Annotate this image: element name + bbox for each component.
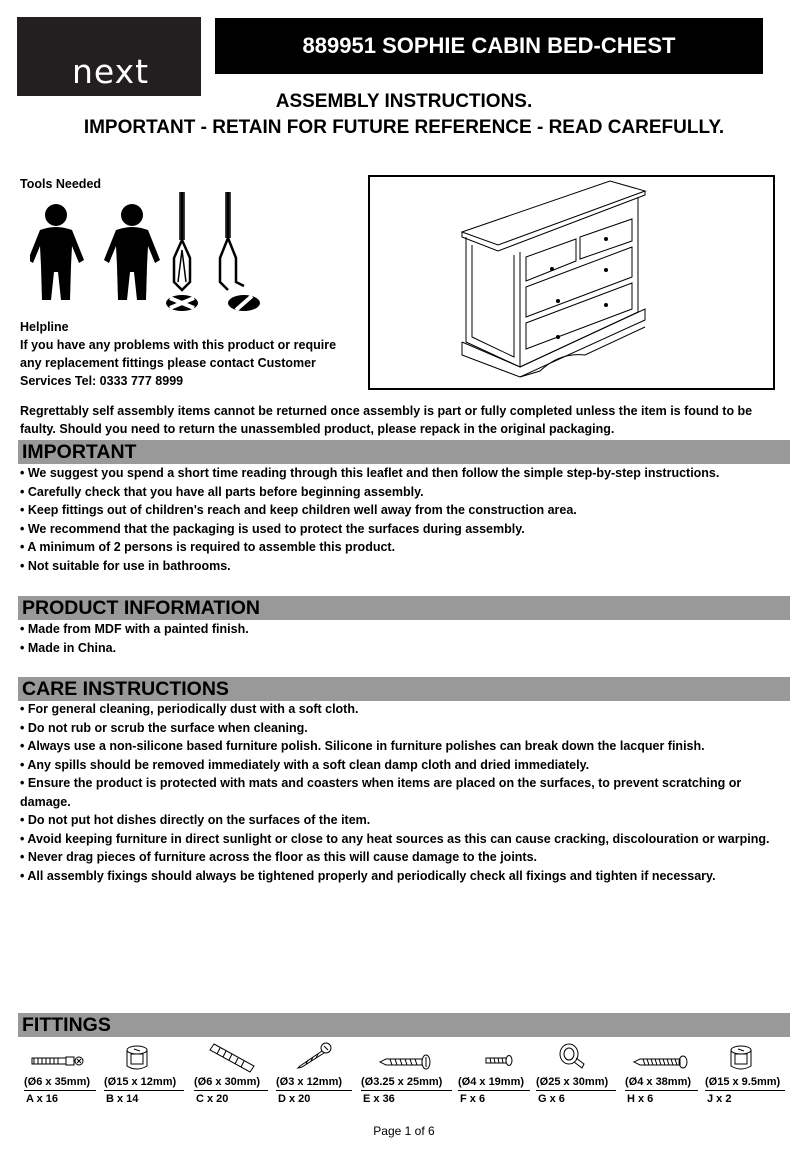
fitting-divider	[24, 1090, 96, 1091]
fitting-divider	[458, 1090, 530, 1091]
product-title: 889951 SOPHIE CABIN BED-CHEST	[215, 18, 763, 74]
important-list	[20, 464, 795, 575]
list-item: • We suggest you spend a short time reading through this leaflet and then follow the simple step-by-step instructions.	[20, 466, 720, 480]
fitting-size: (Ø25 x 30mm)	[536, 1076, 609, 1088]
chest-of-drawers-illustration	[370, 177, 773, 388]
screw-icon	[378, 1040, 434, 1074]
long-screw-icon	[632, 1040, 690, 1074]
cam-lock-icon	[726, 1040, 756, 1074]
flat-tip-icon	[228, 295, 260, 311]
care-instructions-heading: CARE INSTRUCTIONS	[18, 677, 790, 701]
page-number: Page 1 of 6	[373, 1124, 435, 1138]
list-item: • Any spills should be removed immediately with a soft clean damp cloth and dried immediately.	[20, 757, 590, 772]
fitting-divider	[705, 1090, 785, 1091]
person-icon	[104, 204, 160, 300]
fitting-size: (Ø15 x 9.5mm)	[705, 1076, 781, 1088]
important-heading: IMPORTANT	[18, 440, 790, 464]
list-item: • Ensure the product is protected with mats and coasters when items are placed on the surfaces, to prevent scratching or damage.	[20, 776, 742, 809]
tools-illustration	[30, 190, 275, 315]
helpline-block	[20, 318, 360, 390]
fitting-quantity: G x 6	[538, 1093, 565, 1105]
list-item: • We recommend that the packaging is used to protect the surfaces during assembly.	[20, 521, 525, 536]
care-instructions-list	[20, 700, 795, 885]
fitting-quantity: H x 6	[627, 1093, 654, 1105]
wooden-dowel-icon	[208, 1040, 260, 1074]
cam-lock-icon	[122, 1040, 152, 1074]
fitting-divider	[536, 1090, 616, 1091]
fitting-size: (Ø3 x 12mm)	[276, 1076, 343, 1088]
list-item: • Made from MDF with a painted finish.	[20, 622, 249, 636]
helpline-phone: Services Tel: 0333 777 8999	[20, 374, 184, 388]
short-screw-icon	[294, 1040, 334, 1074]
phillips-tip-icon	[166, 295, 198, 311]
fitting-divider	[194, 1090, 268, 1091]
list-item: • Never drag pieces of furniture across the floor as this will cause damage to the joints.	[20, 850, 538, 864]
list-item: • Do not rub or scrub the surface when cleaning.	[20, 720, 308, 735]
small-screw-icon	[482, 1040, 518, 1074]
product-information-heading: PRODUCT INFORMATION	[18, 596, 790, 620]
fitting-quantity: J x 2	[707, 1093, 732, 1105]
list-item: • Made in China.	[20, 640, 117, 655]
product-image-frame	[368, 175, 775, 390]
knob-icon	[556, 1040, 590, 1074]
person-icon	[30, 204, 84, 300]
fitting-quantity: F x 6	[460, 1093, 486, 1105]
list-item: • For general cleaning, periodically dust with a soft cloth.	[20, 702, 359, 716]
heading-important-retain: IMPORTANT - RETAIN FOR FUTURE REFERENCE - READ CAREFULLY.	[83, 117, 725, 138]
fitting-divider	[104, 1090, 184, 1091]
logo-text: next	[72, 52, 150, 91]
list-item: • Always use a non-silicone based furniture polish. Silicone in furniture polishes can break down the lacquer finish.	[20, 739, 705, 753]
phillips-screwdriver-icon	[174, 192, 190, 290]
fitting-size: (Ø6 x 30mm)	[194, 1076, 261, 1088]
list-item: • A minimum of 2 persons is required to assemble this product.	[20, 540, 396, 554]
product-information-list	[20, 620, 795, 657]
fitting-size: (Ø4 x 19mm)	[458, 1076, 525, 1088]
fitting-size: (Ø6 x 35mm)	[24, 1076, 91, 1088]
fitting-divider	[361, 1090, 452, 1091]
list-item: • Carefully check that you have all parts before beginning assembly.	[20, 484, 424, 499]
flat-screwdriver-icon	[220, 192, 244, 290]
helpline-line: If you have any problems with this product or require	[20, 338, 337, 352]
tools-needed-label: Tools Needed	[20, 177, 102, 191]
list-item: • All assembly fixings should always be tightened properly and periodically check all fixings and tighten if necessary.	[20, 868, 716, 883]
fitting-size: (Ø3.25 x 25mm)	[361, 1076, 443, 1088]
list-item: • Do not put hot dishes directly on the surfaces of the item.	[20, 813, 371, 827]
cam-bolt-icon	[28, 1040, 88, 1074]
fitting-quantity: B x 14	[106, 1093, 139, 1105]
fitting-quantity: E x 36	[363, 1093, 395, 1105]
list-item: • Not suitable for use in bathrooms.	[20, 558, 231, 573]
fitting-divider	[276, 1090, 352, 1091]
list-item: • Avoid keeping furniture in direct sunlight or close to any heat sources as this can cause cracking, discolouration or warping.	[20, 831, 770, 846]
list-item: • Keep fittings out of children's reach and keep children well away from the construction area.	[20, 503, 577, 517]
fitting-quantity: A x 16	[26, 1093, 59, 1105]
next-logo	[17, 17, 201, 96]
heading-assembly: ASSEMBLY INSTRUCTIONS.	[275, 91, 533, 112]
returns-disclaimer: Regrettably self assembly items cannot be returned once assembly is part or fully completed unless the item is found to be faulty. Should you need to return the unassembled product, please repack in the original packaging.	[20, 404, 753, 436]
fitting-divider	[625, 1090, 698, 1091]
fittings-heading: FITTINGS	[18, 1013, 790, 1037]
fitting-size: (Ø4 x 38mm)	[625, 1076, 692, 1088]
fitting-quantity: C x 20	[196, 1093, 229, 1105]
fitting-size: (Ø15 x 12mm)	[104, 1076, 177, 1088]
helpline-line: any replacement fittings please contact Customer	[20, 356, 316, 370]
fitting-quantity: D x 20	[278, 1093, 311, 1105]
helpline-label: Helpline	[20, 320, 69, 334]
